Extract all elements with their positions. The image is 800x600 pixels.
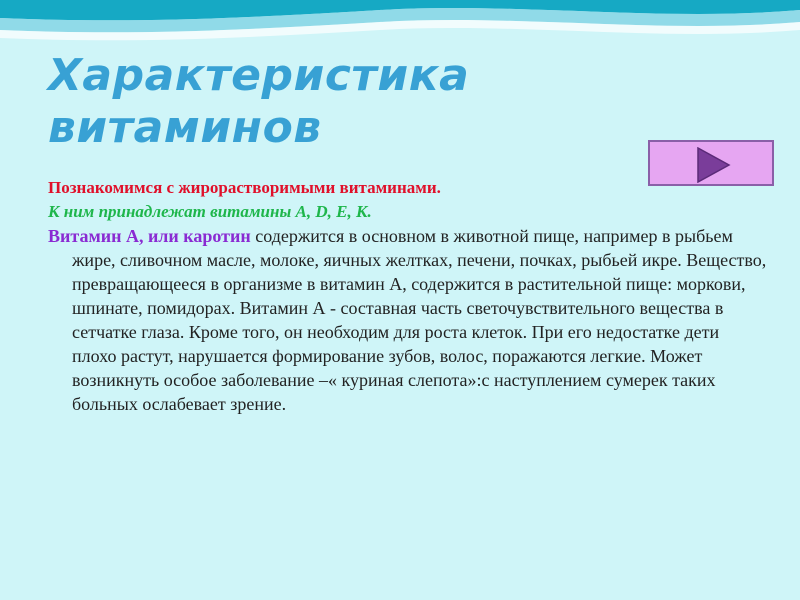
intro-text: Познакомимся с жирорастворимыми витаминами. [48, 178, 441, 197]
title-line-2: витаминов [48, 102, 322, 153]
slide-title [48, 50, 608, 154]
body-lead: Витамин А, или каротин [48, 226, 251, 246]
subintro-text: К ним принадлежат витамины А, D, Е, К. [48, 202, 372, 221]
body-paragraph [48, 224, 768, 416]
title-line-1: Характеристика [48, 50, 470, 101]
slide-content [48, 176, 768, 416]
body-text: содержится в основном в животной пище, например в рыбьем жире, сливочном масле, молоке, яичных желтках, печени, почках, рыбьей икре. Вещество, превращающееся в организме в витамин А, содержится в растительной пище: моркови, шпинате, помидорах. Витамин А - составная часть светочувствительного вещества в сетчатке глаза. Кроме того, он необходим для роста клеток. При его недостатке дети плохо растут, нарушается формирование зубов, волос, поражаются легкие. Может возникнуть особое заболевание –« куриная слепота»:с наступлением сумерек таких больных ослабевает зрение. [72, 226, 767, 414]
